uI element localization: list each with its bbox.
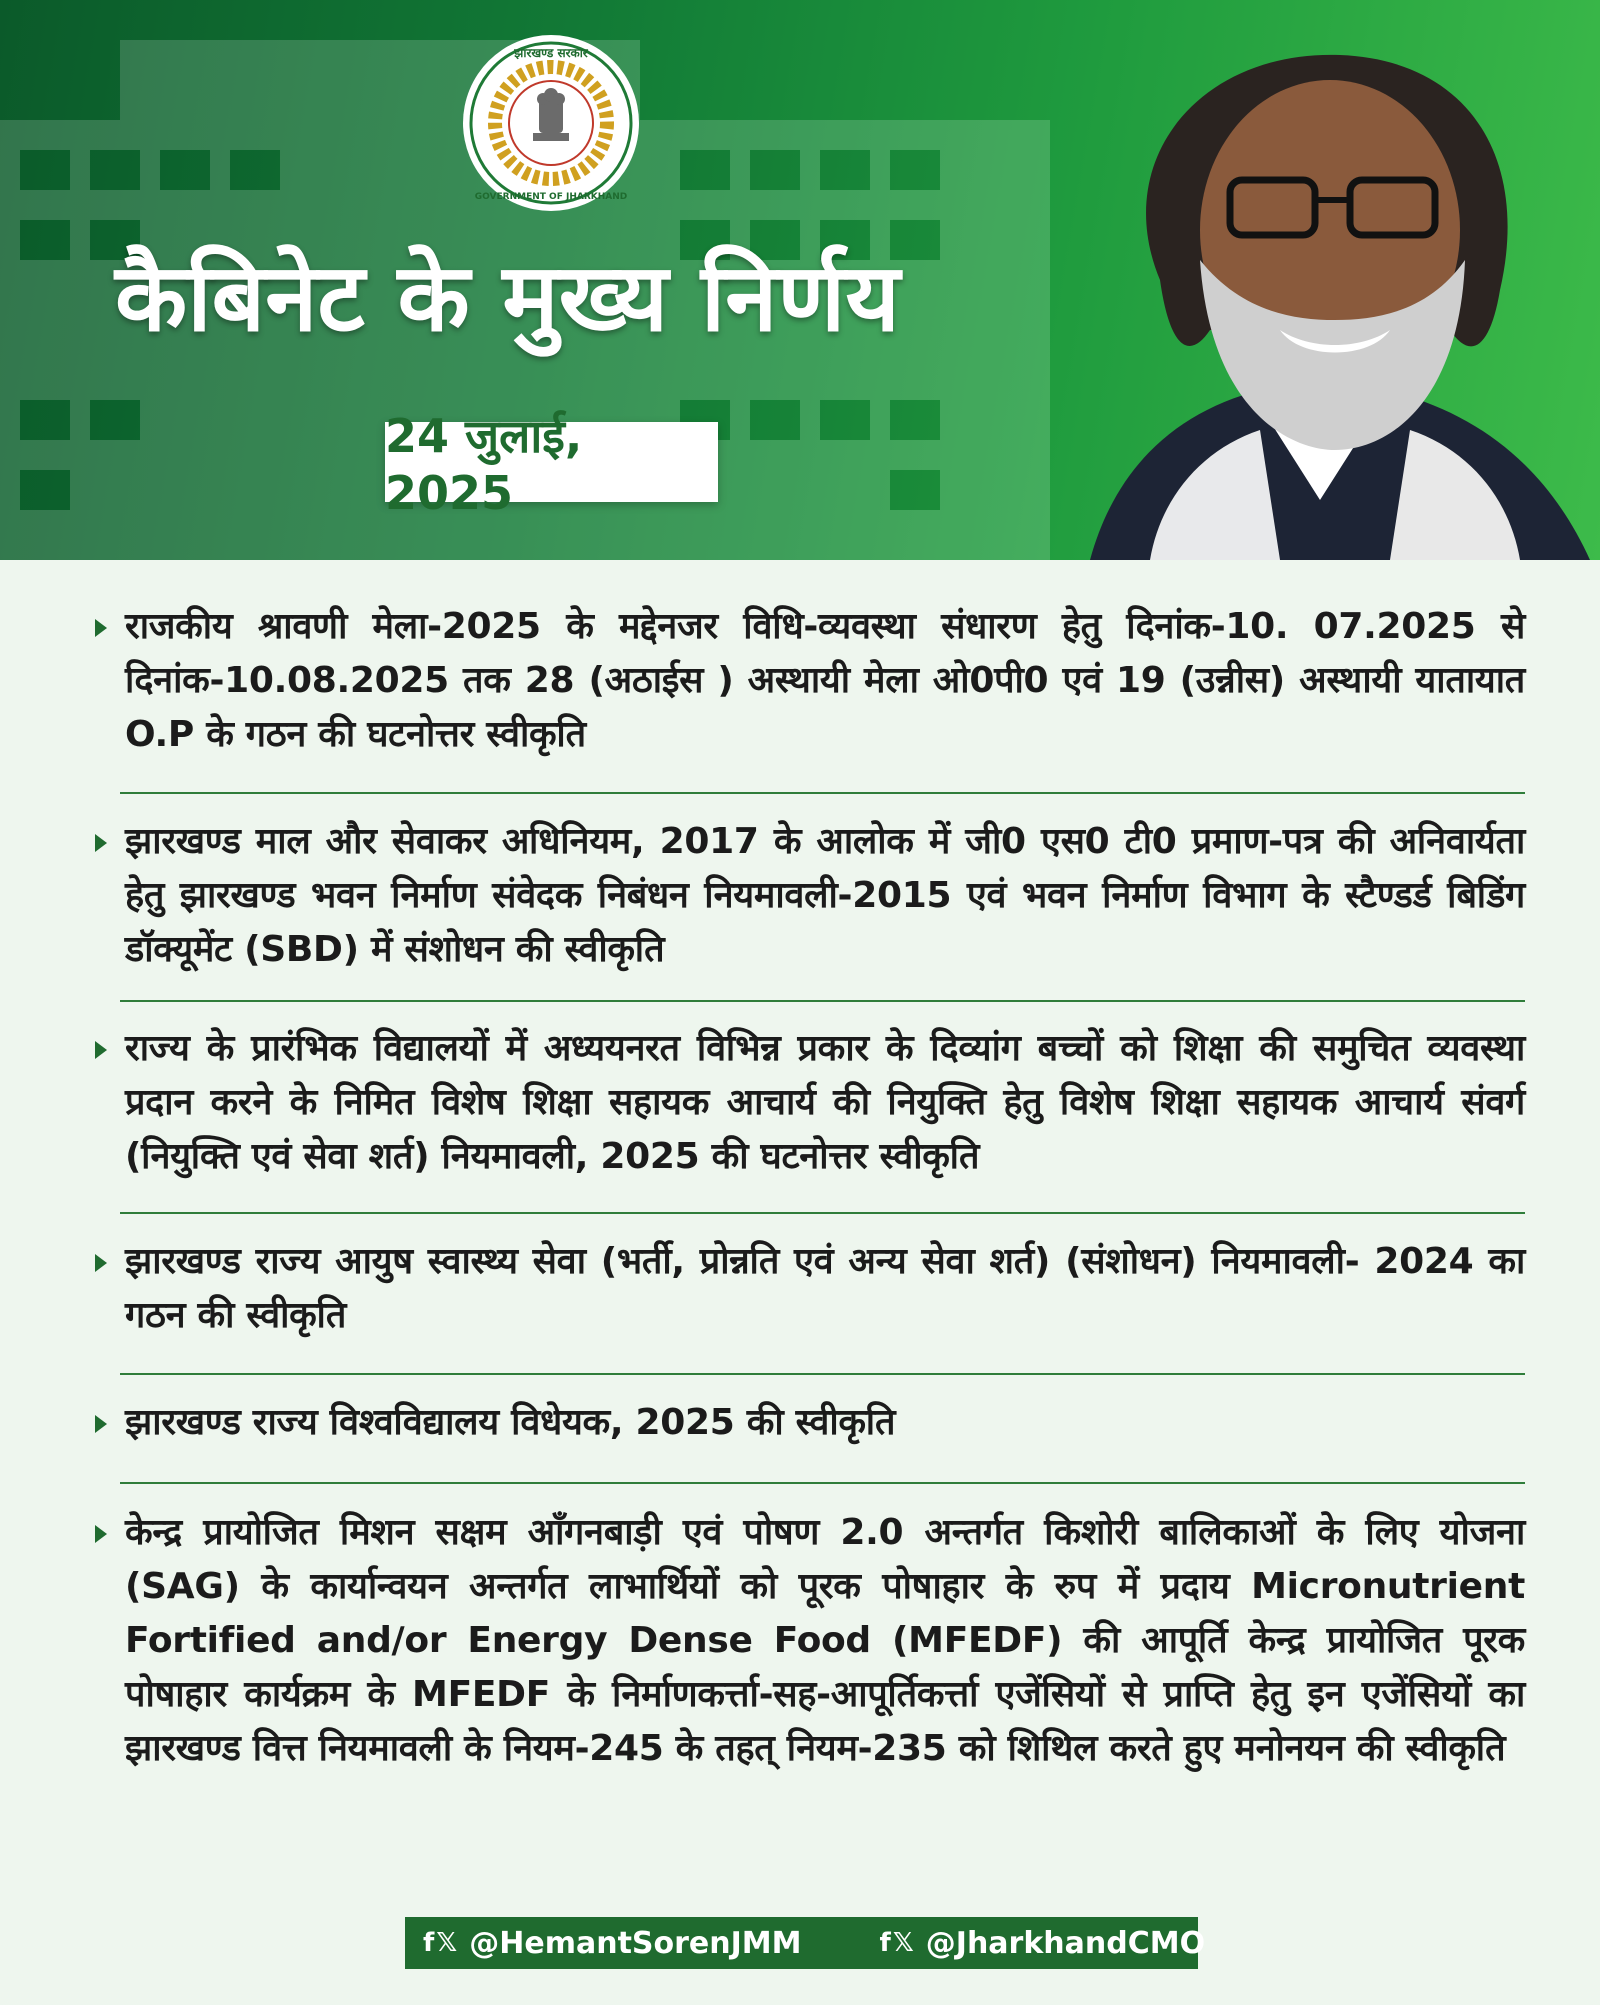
triangle-bullet-icon [95,1415,107,1433]
triangle-bullet-icon [95,1525,107,1543]
facebook-x-icon: f𝕏 [423,1928,460,1958]
decision-text: झारखण्ड राज्य विश्वविद्यालय विधेयक, 2025 की स्वीकृति [125,1402,896,1443]
header-banner [0,0,1600,560]
divider [120,1482,1525,1484]
divider [120,1000,1525,1002]
jharkhand-government-emblem [461,33,641,213]
handle-jharkhand-cmo[interactable] [880,1926,1206,1961]
decision-text: राजकीय श्रावणी मेला-2025 के मद्देनजर विधि-व्यवस्था संधारण हेतु दिनांक-10. 07.2025 से दिनांक-10.08.2025 तक 28 (अठाईस ) अस्थायी मेला ओ0पी0 एवं 19 (उन्नीस) अस्थायी यातायात O.P के गठन की घटनोत्तर स्वीकृति [125,606,1525,755]
list-item [95,815,1525,977]
svg-text:झारखण्ड सरकार: झारखण्ड सरकार [514,46,588,60]
facebook-x-icon: f𝕏 [879,1928,916,1958]
list-item [95,600,1525,762]
triangle-bullet-icon [95,619,107,637]
decision-text: राज्य के प्रारंभिक विद्यालयों में अध्ययनरत विभिन्न प्रकार के दिव्यांग बच्चों को शिक्षा की समुचित व्यवस्था प्रदान करने के निमित विशेष शिक्षा सहायक आचार्य की नियुक्ति हेतु विशेष शिक्षा सहायक आचार्य संवर्ग (नियुक्ति एवं सेवा शर्त) नियमावली, 2025 की घटनोत्तर स्वीकृति [125,1028,1525,1177]
triangle-bullet-icon [95,834,107,852]
social-handles-bar [405,1917,1206,1969]
handle-hemant-soren[interactable] [423,1926,802,1961]
handle-text: @HemantSorenJMM [469,1925,802,1961]
list-item [95,1396,1525,1450]
decision-text: झारखण्ड राज्य आयुष स्वास्थ्य सेवा (भर्ती, प्रोन्नति एवं अन्य सेवा शर्त) (संशोधन) नियमावली- 2024 का गठन की स्वीकृति [125,1241,1525,1336]
page-title: कैबिनेट के मुख्य निर्णय [115,244,900,353]
list-item [95,1506,1525,1776]
list-item [95,1022,1525,1184]
decision-text: झारखण्ड माल और सेवाकर अधिनियम, 2017 के आलोक में जी0 एस0 टी0 प्रमाण-पत्र की अनिवार्यता हेतु झारखण्ड भवन निर्माण संवेदक निबंधन नियमावली-2015 एवं भवन निर्माण विभाग के स्टैण्डर्ड बिडिंग डॉक्यूमेंट (SBD) में संशोधन की स्वीकृति [125,821,1525,970]
triangle-bullet-icon [95,1041,107,1059]
divider [120,1212,1525,1214]
list-item [95,1235,1525,1343]
svg-text:GOVERNMENT OF JHARKHAND: GOVERNMENT OF JHARKHAND [474,192,628,202]
triangle-bullet-icon [95,1254,107,1272]
decisions-list [0,560,1600,1860]
divider [120,792,1525,794]
date-badge: 24 जुलाई, 2025 [385,422,718,502]
divider [120,1373,1525,1375]
handle-text: @JharkhandCMO [925,1925,1206,1961]
decision-text: केन्द्र प्रायोजित मिशन सक्षम आँगनबाड़ी एवं पोषण 2.0 अन्तर्गत किशोरी बालिकाओं के लिए योजना (SAG) के कार्यान्वयन अन्तर्गत लाभार्थियों को पूरक पोषाहार के रुप में प्रदाय Micronutrient Fortified and/or Energy Dense Food (MFEDF) की आपूर्ति केन्द्र प्रायोजित पूरक पोषाहार कार्यक्रम के MFEDF के निर्माणकर्त्ता-सह-आपूर्तिकर्त्ता एजेंसियों से प्राप्ति हेतु इन एजेंसियों का झारखण्ड वित्त नियमावली के नियम-245 के तहत् नियम-235 को शिथिल करते हुए मनोनयन की स्वीकृति [125,1512,1525,1769]
chief-minister-portrait [1050,30,1600,560]
